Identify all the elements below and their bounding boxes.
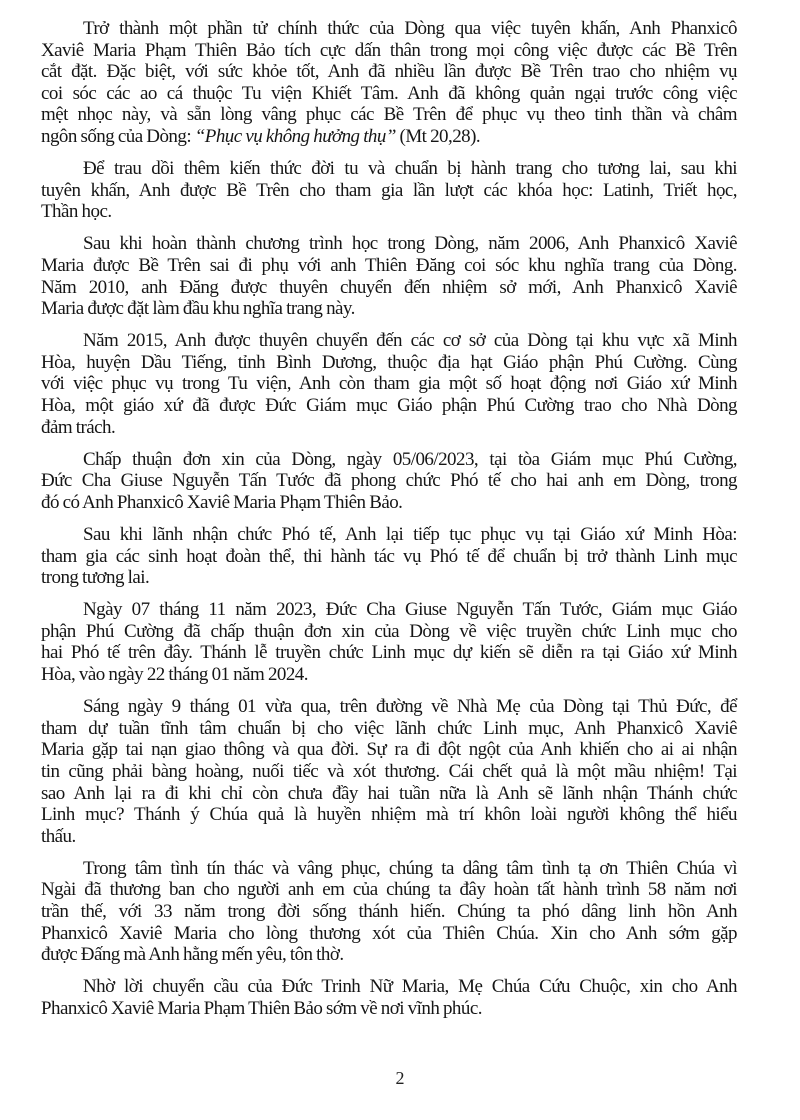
text-line: Phanxicô Xaviê Maria cho lòng thương xót của Thiên Chúa. Xin cho Anh sớm gặp — [41, 922, 737, 944]
text-line: phận Phú Cường đã chấp thuận đơn xin của Dòng về việc truyền chức Linh mục cho — [41, 620, 737, 642]
text-line — [41, 126, 737, 148]
paragraph-diaconate — [41, 449, 737, 514]
text-line: Đức Cha Giuse Nguyễn Tấn Tước đã phong chức Phó tế cho hai anh em Dòng, trong — [41, 470, 737, 492]
paragraph-profession — [41, 18, 737, 148]
text-line: được Đấng mà Anh hằng mến yêu, tôn thờ. — [41, 944, 344, 966]
text-line: Năm 2015, Anh được thuyên chuyển đến các cơ sở của Dòng tại khu vực xã Minh — [83, 330, 737, 352]
text-line: mệt nhọc này, và sẵn lòng vâng phục các Bề Trên để phục vụ theo tinh thần và châm — [41, 104, 737, 126]
paragraph-ordination-approval — [41, 599, 737, 685]
text-line: Năm 2010, anh Đăng được thuyên chuyển đến nhiệm sở mới, Anh Phanxicô Xaviê — [41, 276, 737, 298]
text-line: đó có Anh Phanxicô Xaviê Maria Phạm Thiên Bảo. — [41, 491, 403, 513]
text-line: Sáng ngày 9 tháng 01 vừa qua, trên đường về Nhà Mẹ của Dòng tại Thủ Đức, để — [83, 696, 737, 718]
text-line: hai Phó tế trên đây. Thánh lễ truyền chức Linh mục dự kiến sẽ diễn ra tại Giáo xứ Minh — [41, 642, 737, 664]
paragraph-minh-hoa — [41, 330, 737, 438]
text-line: Maria được đặt làm đầu khu nghĩa trang này. — [41, 298, 355, 320]
text-line: thấu. — [41, 825, 76, 847]
text-line: trong tương lai. — [41, 567, 150, 589]
text-line: Phanxicô Xaviê Maria Phạm Thiên Bảo sớm về nơi vĩnh phúc. — [41, 997, 482, 1019]
text-line: Maria gặp tai nạn giao thông và qua đời. Sự ra đi đột ngột của Anh khiến cho ai ai nhận — [41, 739, 737, 761]
text-line: Để trau dồi thêm kiến thức đời tu và chuẩn bị hành trang cho tương lai, sau khi — [83, 158, 737, 180]
text-line: tin cũng phải bàng hoàng, nuối tiếc và xót thương. Cái chết quả là một mầu nhiệm! Tại — [41, 760, 737, 782]
text-line: Hòa, huyện Dầu Tiếng, tỉnh Bình Dương, thuộc địa hạt Giáo phận Phú Cường. Cùng — [41, 351, 737, 373]
paragraph-intercession — [41, 976, 737, 1019]
text-line: Hòa, vào ngày 22 tháng 01 năm 2024. — [41, 664, 308, 686]
text-line: đảm trách. — [41, 416, 116, 438]
text-line: Thần học. — [41, 201, 112, 223]
text-line: Nhờ lời chuyển cầu của Đức Trinh Nữ Maria, Mẹ Chúa Cứu Chuộc, xin cho Anh — [83, 976, 737, 998]
text-line: Trở thành một phần tử chính thức của Dòng qua việc tuyên khấn, Anh Phanxicô — [83, 18, 737, 39]
text-line: tham gia các sinh hoạt đoàn thể, thi hành tác vụ Phó tế để chuẩn bị trở thành Linh mục — [41, 545, 737, 567]
scripture-reference: (Mt 20,28). — [395, 125, 481, 147]
text-line: Trong tâm tình tín thác và vâng phục, chúng ta dâng tâm tình tạ ơn Thiên Chúa vì — [83, 857, 737, 879]
paragraph-accident — [41, 696, 737, 847]
text-before-quote: ngôn sống của Dòng: — [41, 125, 195, 147]
text-line: Ngày 07 tháng 11 năm 2023, Đức Cha Giuse Nguyễn Tấn Tước, Giám mục Giáo — [83, 599, 737, 621]
text-line: sao Anh lại ra đi khi chỉ còn chưa đầy hai tuần nữa là Anh sẽ lãnh nhận Thánh chức — [41, 782, 737, 804]
text-line: với việc phục vụ trong Tu viện, Anh còn tham gia một số hoạt động nơi Giáo xứ Minh — [41, 373, 737, 395]
text-line: tuyên khấn, Anh được Bề Trên cho tham gia lần lượt các khóa học: Latinh, Triết học, — [41, 179, 737, 201]
text-line: Chấp thuận đơn xin của Dòng, ngày 05/06/2023, tại tòa Giám mục Phú Cường, — [83, 448, 737, 470]
paragraph-thanksgiving — [41, 858, 737, 966]
text-line: coi sóc các ao cá thuộc Tu viện Khiết Tâm. Anh đã không quản ngại trước công việc — [41, 82, 737, 104]
paragraph-studies — [41, 158, 737, 223]
text-line: trần thế, với 33 năm trong đời sống thánh hiến. Chúng ta phó dâng linh hồn Anh — [41, 900, 737, 922]
text-line: tham dự tuần tĩnh tâm chuẩn bị cho việc lãnh chức Linh mục, Anh Phanxicô Xaviê — [41, 717, 737, 739]
text-line: Hòa, một giáo xứ đã được Đức Giám mục Giáo phận Phú Cường trao cho Nhà Dòng — [41, 395, 737, 416]
text-line: Ngài đã thương ban cho người anh em của chúng ta đây hoàn tất hành trình 58 năm nơi — [41, 879, 737, 901]
paragraph-deacon-service — [41, 524, 737, 589]
motto-quote: “Phục vụ không hưởng thụ” — [194, 125, 396, 147]
page-number: 2 — [395, 1068, 405, 1088]
text-line: Xaviê Maria Phạm Thiên Bảo tích cực dấn thân trong mọi công việc được các Bề Trên — [41, 39, 737, 61]
text-line: Maria được Bề Trên sai đi phụ với anh Thiên Đăng coi sóc khu nghĩa trang của Dòng. — [41, 254, 737, 276]
text-line: Linh mục? Thánh ý Chúa quả là huyền nhiệm mà trí khôn loài người không thể hiểu — [41, 804, 737, 826]
paragraph-cemetery — [41, 233, 737, 319]
text-line: Sau khi lãnh nhận chức Phó tế, Anh lại tiếp tục phục vụ tại Giáo xứ Minh Hòa: — [83, 523, 737, 545]
text-line: Sau khi hoàn thành chương trình học trong Dòng, năm 2006, Anh Phanxicô Xaviê — [83, 233, 737, 255]
text-line: cắt đặt. Đặc biệt, với sức khỏe tốt, Anh đã nhiều lần được Bề Trên trao cho nhiệm vụ — [41, 61, 737, 83]
document-page — [41, 18, 737, 1030]
